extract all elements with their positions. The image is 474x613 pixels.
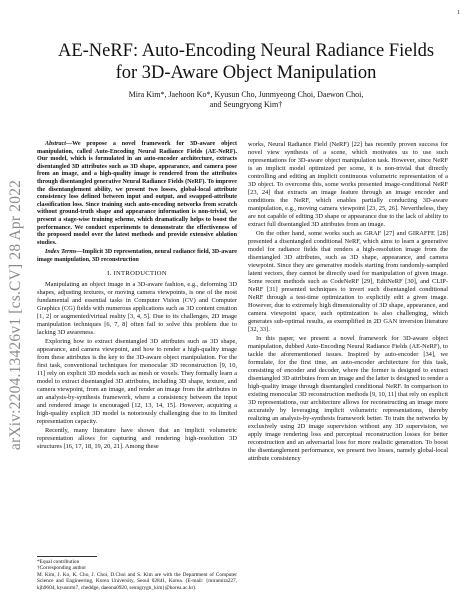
page-number: 1 — [457, 10, 460, 16]
index-terms-lead: Index Terms — [45, 249, 77, 256]
footnote-rule — [37, 556, 97, 557]
arxiv-stamp-text: arXiv:2204.13426v1 [cs.CV] 28 Apr 2022 — [7, 179, 24, 451]
title-block — [34, 40, 458, 110]
footnote-affiliations: M. Kim, J. Ko, K. Cho, J. Choi, D.Choi and S. Kim are with the Department of Computer Science and Engineering, Korea University, Seoul 02841, Korea. (E-mail: {miramira227, kjh9604, kyusnrm7, cheddge, daeona0920, seungrygn_kim}@korea.ac.kr). — [37, 571, 237, 591]
index-terms-text: —Implicit 3D representation, neural radiance field, 3D-aware image manipulation, 3D reconstruction — [37, 249, 237, 263]
paragraph: works, Neural Radiance Field (NeRF) [22] has recently proven success for novel view synthesis of a scene, which motivates us to use such representations for 3D-aware object manipulation task. However, since NeRF is an implicit model optimized per scene, it is non-trivial that directly controlling and editing an implicit continuous volumetric representation of a 3D object. To overcome this, some works presented image-conditional NeRF [23, 24] that extracts an image feature through an image encoder and conditions the NeRF, which enables partially conducting 3D-aware manipulation, e.g., moving camera viewpoint [23, 25, 26]. Nevertheless, they are not capable of editing 3D shape or appearance due to the lack of ability to extract full disentangled 3D attributes from an image. — [248, 141, 448, 228]
paragraph: In this paper, we present a novel framework for 3D-aware object manipulation, dubbed Auto-Encoding Neural Radiance Fields (AE-NeRF), to tackle the aforementioned issues. Inspired by auto-encoder [34], we formulate, for the first time, an auto-encoder architecture for this task, consisting of encoder and decoder, where the former is designed to extract disentangled 3D attributes from an image and the latter is designed to render a high-quality image through disentangled conditional NeRF. In comparison to existing monocular 3D reconstruction methods [9, 10, 11] that rely on explicit 3D representations, our architecture allows for reconstructing an image more accurately by leveraging implicit volumetric representations, thereby realizing an analysis-by-synthesis framework better. To train the networks by exclusively using 2D image supervision without any 3D supervision, we apply image rendering loss and perceptual reconstruction losses for better reconstruction and an adversarial loss for more realistic generation. To boost the disentanglement performance, we present two losses, namely global-local attribute consistency — [248, 335, 448, 462]
paragraph: Recently, many literature have shown that an implicit volumetric representation allows for capturing and rendering high-resolution 3D structures [16, 17, 18, 19, 20, 21]. Among these — [37, 426, 237, 450]
paragraph: Manipulating an object image in a 3D-aware fashion, e.g., deforming 3D shapes, adjusting textures, or moving camera viewpoints, is one of the most fundamental and essential tasks in Computer Vision (CV) and Computer Graphics (CG) fields with numerous applications such as 3D content creation [1, 2] or augmented/virtual reality [3, 4, 5]. Due to its challenges, 2D image manipulation techniques [6, 7, 8] often fail to solve this problem due to lacking 3D awareness. — [37, 280, 237, 336]
authors-line-1: Mira Kim*, Jaehoon Ko*, Kyusun Cho, Junmyeong Choi, Daewon Choi, — [128, 90, 364, 99]
abstract — [37, 141, 237, 247]
index-terms — [37, 249, 237, 264]
abstract-text: —We propose a novel framework for 3D-aware object manipulation, called Auto-Encoding Neural Radiance Fields (AE-NeRF). Our model, which is formulated in an auto-encoder architecture, extracts disentangled 3D attributes such as 3D shape, appearance, and camera pose from an image, and a high-quality image is rendered from the attributes through disentangled generative Neural Radiance Fields (NeRF). To improve the disentanglement ability, we present two losses, global-local attribute consistency loss defined between input and output, and swapped-attribute classification loss. Since training such auto-encoding networks from scratch without ground-truth shape and appearance information is non-trivial, we present a stage-wise training scheme, which dramatically helps to boost the performance. We conduct experiments to demonstrate the effectiveness of the proposed model over the latest methods and provide extensive ablation studies. — [37, 141, 237, 246]
arxiv-stamp — [2, 150, 30, 480]
left-column — [37, 141, 237, 452]
footnote-equal-contribution: *Equal contribution — [37, 559, 80, 565]
footnote-corresponding-author: †Corresponding author — [37, 565, 86, 572]
paper-title — [34, 40, 458, 84]
title-line-1: AE-NeRF: Auto-Encoding Neural Radiance Fields — [57, 41, 435, 61]
paragraph: On the other hand, some works such as GRAF [27] and GIRAFFE [28] presented a disentangled conditional NeRF, which aims to learn a generative model for radiance fields that renders a high-resolution image from the disentangled 3D attributes, such as 3D shape, appearance, and camera viewpoint. Since they are generative models starting from randomly-sampled latent vectors, they cannot be directly used for manipulation of given image. Some recent methods such as CodeNeRF [29], EditNeRF [30], and CLIP-NeRF [31] presented techniques to invert such disentangled conditional NeRF through a test-time optimization to explicitly edit a given image. However, due to extremely high dimensionality of 3D shape, appearance, and camera viewpoint space, such optimization is also challenging, which generates sub-optimal results, as exemplified in 2D GAN inversion literature [32, 33]. — [248, 230, 448, 333]
section-heading: I. INTRODUCTION — [107, 269, 167, 277]
right-column — [248, 141, 448, 464]
author-list — [34, 90, 458, 110]
paragraph: Exploring how to extract disentangled 3D attributes such as 3D shape, appearance, and camera viewpoint, and how to render a high-quality image from these attributes is the key to the 3D-aware object manipulation. For the first task, conventional techniques for monocular 3D reconstruction [9, 10, 11] rely on explicit 3D models such as mesh or voxels. They formally learn a model to extract disentangled 3D attributes, including 3D shape, texture, and camera viewpoint, from an image, and render an image from the attributes in an analysis-by-synthesis framework, where a consistency between the input and rendered image is encouraged [12, 13, 14, 15]. However, acquiring a high-quality explicit 3D model is notoriously challenging due to its limited representation capacity. — [37, 337, 237, 425]
footnotes — [37, 556, 237, 591]
abstract-lead: Abstract — [45, 141, 66, 147]
authors-line-2: and Seungryong Kim† — [209, 100, 283, 109]
title-line-2: for 3D-Aware Object Manipulation — [115, 63, 377, 83]
